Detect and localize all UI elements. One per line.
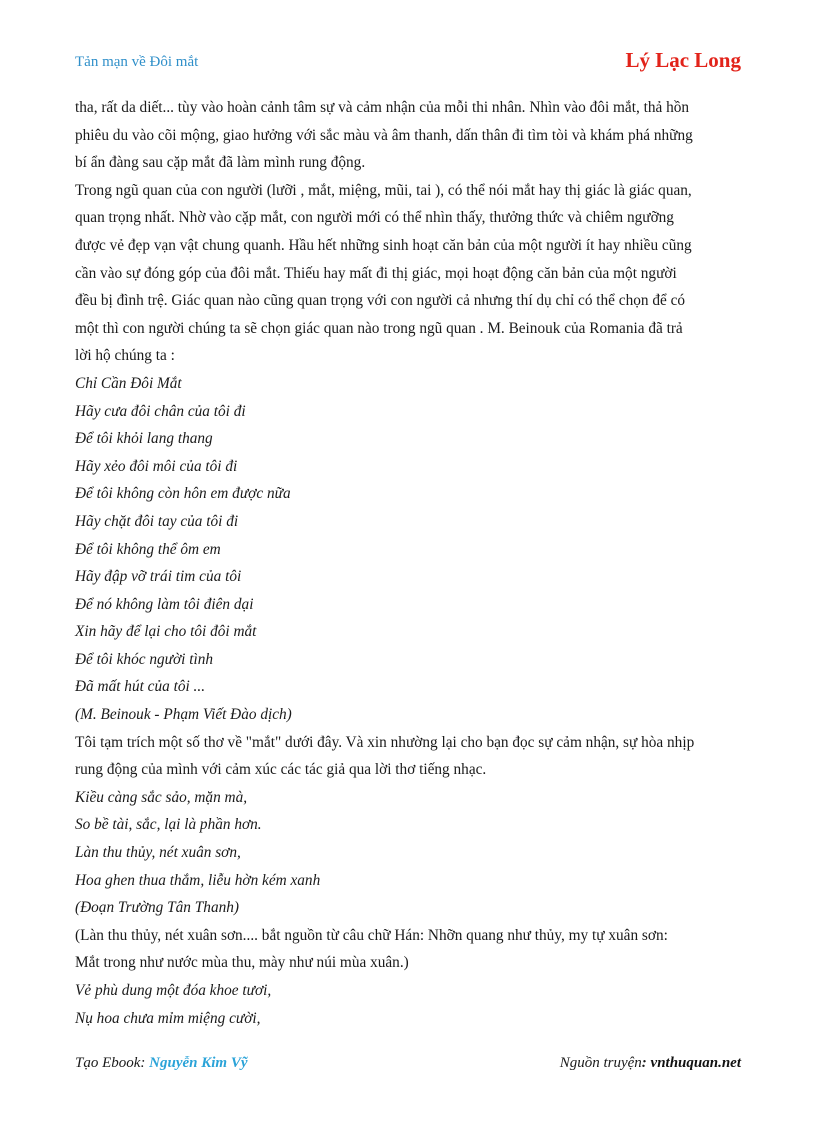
poem-line: Hãy đập vỡ trái tim của tôi bbox=[75, 568, 242, 586]
text-line: tha, rất da diết... tùy vào hoàn cảnh tâm sự và cảm nhận của mỗi thi nhân. Nhìn vào đôi mắt, thả hồn bbox=[75, 99, 690, 116]
text-line: (Làn thu thủy, nét xuân sơn.... bắt nguồn từ câu chữ Hán: Nhỡn quang như thủy, my tự xuân sơn: bbox=[75, 926, 668, 944]
text-line: được vẻ đẹp vạn vật chung quanh. Hầu hết những sinh hoạt căn bản của một người ít hay nhiều cũng bbox=[75, 236, 692, 254]
ebook-separator: : bbox=[140, 1055, 150, 1071]
poem-line: Hoa ghen thua thắm, liễu hờn kém xanh bbox=[75, 871, 321, 889]
text-line: một thì con người chúng ta sẽ chọn giác quan nào trong ngũ quan . M. Beinouk của Romania đã trả bbox=[75, 319, 683, 337]
poem-line: Để tôi khóc người tình bbox=[75, 650, 214, 668]
text-line: Mắt trong như nước mùa thu, mày như núi mùa xuân.) bbox=[75, 954, 409, 972]
text-line: Tôi tạm trích một số thơ về "mắt" dưới đây. Và xin nhường lại cho bạn đọc sự cảm nhận, sự hòa nhịp bbox=[75, 733, 695, 751]
poem-line: Để tôi không thể ôm em bbox=[75, 540, 221, 558]
poem-line: (M. Beinouk - Phạm Viết Đào dịch) bbox=[75, 706, 292, 724]
ebook-credit bbox=[75, 1055, 248, 1072]
page-header bbox=[75, 44, 741, 80]
poem-line: Kiều càng sắc sảo, mặn mà, bbox=[75, 788, 248, 806]
text-line: cần vào sự đóng góp của đôi mắt. Thiếu hay mất đi thị giác, mọi hoạt động căn bản của một người bbox=[75, 264, 677, 282]
text-line: bí ẩn đàng sau cặp mắt đã làm mình rung động. bbox=[75, 154, 366, 172]
author-name: Lý Lạc Long bbox=[625, 48, 741, 72]
source-site: vnthuquan.net bbox=[650, 1055, 741, 1071]
source-separator: : bbox=[641, 1055, 651, 1071]
poem-line: Làn thu thủy, nét xuân sơn, bbox=[75, 844, 241, 862]
poem-line: Để tôi khỏi lang thang bbox=[75, 430, 213, 448]
ebook-creator-name: Nguyễn Kim Vỹ bbox=[149, 1055, 248, 1071]
source-label: Nguồn truyện bbox=[559, 1055, 642, 1071]
poem-line: Hãy cưa đôi chân của tôi đi bbox=[75, 402, 246, 420]
text-line: đều bị đình trệ. Giác quan nào cũng quan trọng với con người cả nhưng thí dụ chỉ có thể chọn để có bbox=[75, 292, 686, 310]
text-line: rung động của mình với cảm xúc các tác giả qua lời thơ tiếng nhạc. bbox=[75, 761, 487, 779]
text-line: quan trọng nhất. Nhờ vào cặp mắt, con người mới có thể nhìn thấy, thưởng thức và chiêm ngưỡng bbox=[75, 209, 674, 227]
ebook-label: Tạo Ebook bbox=[75, 1055, 141, 1071]
poem-line: So bề tài, sắc, lại là phần hơn. bbox=[75, 816, 262, 834]
poem-line: Hãy chặt đôi tay của tôi đi bbox=[75, 512, 239, 530]
poem-line: Để tôi không còn hôn em được nữa bbox=[75, 485, 291, 503]
poem-line: Xin hãy để lại cho tôi đôi mắt bbox=[75, 623, 257, 641]
poem-line: Chỉ Cần Đôi Mắt bbox=[75, 374, 182, 392]
body-text bbox=[75, 94, 745, 1032]
poem-line: Vẻ phù dung một đóa khoe tươi, bbox=[75, 982, 272, 999]
poem-line: Hãy xẻo đôi môi của tôi đi bbox=[75, 457, 238, 475]
poem-line: Đã mất hút của tôi ... bbox=[75, 678, 206, 696]
source-credit bbox=[560, 1055, 741, 1072]
text-line: phiêu du vào cõi mộng, giao hưởng với sắc màu và âm thanh, dấn thân đi tìm tòi và khám phá những bbox=[75, 126, 693, 144]
book-title: Tản mạn về Đôi mắt bbox=[75, 54, 199, 70]
poem-line: Để nó không làm tôi điên dại bbox=[75, 595, 254, 613]
text-line: Trong ngũ quan của con người (lưỡi , mắt, miệng, mũi, tai ), có thể nói mắt hay thị giác là giác quan, bbox=[75, 181, 692, 199]
text-line: lời hộ chúng ta : bbox=[75, 347, 175, 365]
poem-line: Nụ hoa chưa mỉm miệng cười, bbox=[75, 1009, 261, 1027]
poem-line: (Đoạn Trường Tân Thanh) bbox=[75, 899, 239, 917]
